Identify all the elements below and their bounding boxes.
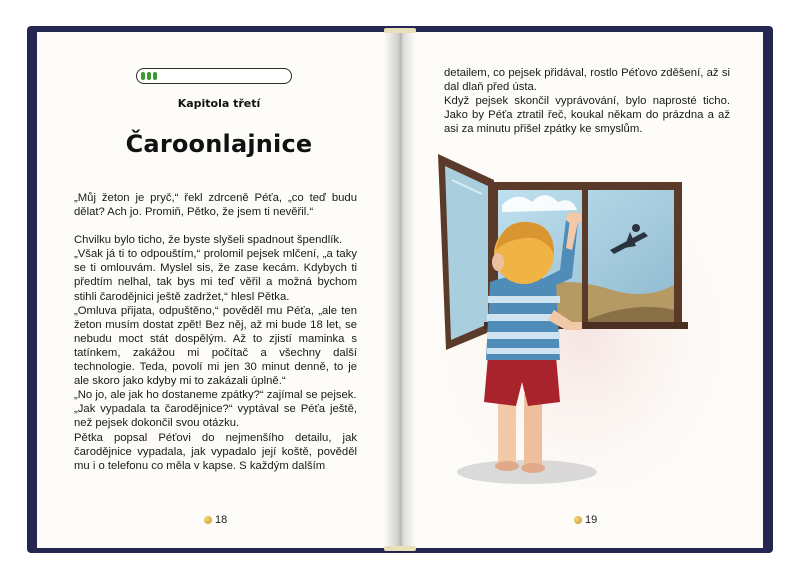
- coin-icon: [204, 516, 212, 524]
- paragraph: „Můj žeton je pryč,“ řekl zdrceně Péťa, „co teď budu dělat? Ach jo. Promiň, Pětko, že jsem ti nevěřil.“: [74, 192, 357, 219]
- progress-segment: [147, 72, 151, 80]
- page-number-right: [574, 514, 597, 526]
- right-page-text: [444, 66, 730, 136]
- chapter-label: Kapitola třetí: [177, 97, 261, 110]
- paragraph: „Jak vypadala ta čarodějnice?“ vyptával se Péťa ještě, než pejsek dokončil svou otázku.: [74, 403, 357, 430]
- boy-at-window-illustration: [432, 150, 732, 490]
- paragraph: Pětka popsal Péťovi do nejmenšího detailu, jak čarodějnice vypadala, jak vypadalo její koště, pověděl mu i o telefonu co měla v kapse. S každým dalším: [74, 431, 357, 472]
- spine-cap-bottom: [384, 546, 416, 551]
- paragraph: „Omluva přijata, odpuštěno,“ pověděl mu Péťa, „ale ten žeton musím dostat zpět! Bez něj, až mi bude 18 let, se nebudu moct stát dospělým. Až to zjistí maminka s tatínkem, zakážou mi počítač a všechny další technologie. Teda, povolí mi jen 30 minut denně, to je ale skoro jako kdyby mi to zakázali úplně.“: [74, 304, 357, 388]
- page-number-left: [204, 514, 227, 526]
- left-page-text: [74, 191, 357, 473]
- coin-icon: [574, 516, 582, 524]
- paragraph: „Však já ti to odpouštím,“ prolomil pejsek mlčení, „a taky se ti omlouvám. Myslel sis, že zase kecám. Kdybych ti předtím nelhal, tak bys mi teď věřil a možná bychom stihli čarodějnici ještě zadržet,“ hlesl Pětka.: [74, 248, 357, 303]
- page-number-label: 19: [585, 514, 598, 526]
- progress-segment: [141, 72, 145, 80]
- paragraph: Když pejsek skončil vyprávování, bylo naprosté ticho. Jako by Péťa ztratil řeč, koukal někam do prázdna a až asi za minutu přišel zpátky ke smyslům.: [444, 95, 730, 136]
- paragraph: Chvilku bylo ticho, že byste slyšeli spadnout špendlík.: [74, 234, 343, 247]
- spine-cap-top: [384, 28, 416, 33]
- paragraph: detailem, co pejsek přidával, rostlo Péťovo zděšení, až si dal dlaň před ústa.: [444, 67, 730, 94]
- progress-segment: [153, 72, 157, 80]
- page-number-label: 18: [215, 514, 228, 526]
- chapter-progress-bar: [136, 68, 292, 84]
- chapter-title: Čaroonlajnice: [125, 130, 313, 158]
- paragraph: „No jo, ale jak ho dostaneme zpátky?“ zajímal se pejsek.: [74, 389, 357, 402]
